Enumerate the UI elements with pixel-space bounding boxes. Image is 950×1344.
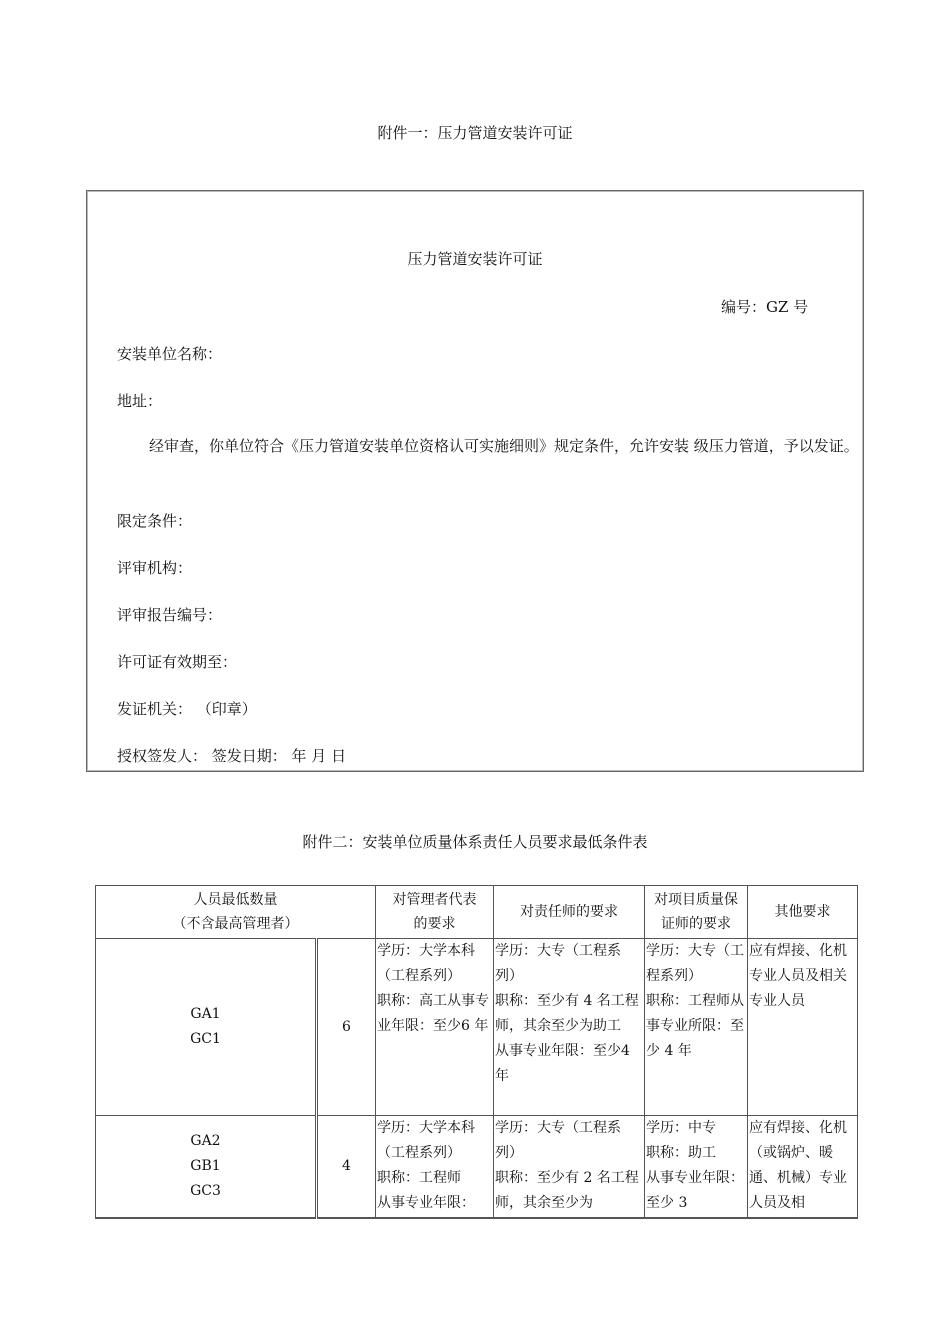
conditions-field: 限定条件： — [117, 512, 193, 530]
row-levels: GA2 GB1 GC3 — [96, 1116, 317, 1218]
row-count: 4 — [317, 1116, 376, 1218]
header-min-staff: 人员最低数量 （不含最高管理者） — [96, 886, 376, 939]
row-qa-engineer: 学历：大专（工程系列） 职称：工程师从事专业所限：至少 4 年 — [645, 939, 748, 1116]
header-other: 其他要求 — [748, 886, 858, 939]
table-row — [96, 939, 858, 1116]
certificate-number: 编号：GZ 号 — [721, 298, 809, 316]
header-responsible-engineer: 对责任师的要求 — [494, 886, 645, 939]
row-levels: GA1 GC1 — [96, 939, 317, 1116]
issuer-field: 发证机关： （印章） — [117, 700, 257, 718]
row-other: 应有焊接、化机专业人员及相关专业人员 — [748, 939, 858, 1116]
validity-field: 许可证有效期至： — [117, 653, 238, 671]
certificate-title: 压力管道安装许可证 — [407, 250, 543, 268]
signer-field: 授权签发人： 签发日期： 年 月 日 — [117, 747, 347, 765]
row-mgmt-rep: 学历：大学本科（工程系列） 职称：高工从事专业年限：至少6 年 — [376, 939, 494, 1116]
table-header-row — [96, 886, 858, 939]
unit-name-field: 安装单位名称： — [117, 345, 223, 363]
row-qa-engineer: 学历：中专 职称：助工 从事专业年限：至少 3 — [645, 1116, 748, 1218]
address-field: 地址： — [117, 392, 163, 410]
header-qa-engineer: 对项目质量保 证师的要求 — [645, 886, 748, 939]
row-count: 6 — [317, 939, 376, 1116]
review-org-field: 评审机构： — [117, 559, 193, 577]
attachment1-title: 附件一：压力管道安装许可证 — [377, 124, 573, 142]
header-mgmt-rep: 对管理者代表 的要求 — [376, 886, 494, 939]
attachment2-title: 附件二：安装单位质量体系责任人员要求最低条件表 — [302, 833, 648, 851]
row-other: 应有焊接、化机（或锅炉、暖通、机械）专业人员及相 — [748, 1116, 858, 1218]
certificate-body-text: 经审查，你单位符合《压力管道安装单位资格认可实施细则》规定条件，允许安装 级压力管道，予以发证。 — [149, 437, 859, 455]
table-row — [96, 1116, 858, 1218]
row-responsible-engineer: 学历：大专（工程系列） 职称：至少有 2 名工程师，其余至少为 — [494, 1116, 645, 1218]
certificate-frame — [86, 190, 864, 772]
row-mgmt-rep: 学历：大学本科（工程系列） 职称：工程师 从事专业年限： — [376, 1116, 494, 1218]
requirements-table — [95, 885, 858, 1219]
report-number-field: 评审报告编号： — [117, 606, 223, 624]
row-responsible-engineer: 学历：大专（工程系列） 职称：至少有 4 名工程师，其余至少为助工 从事专业年限：至少4 年 — [494, 939, 645, 1116]
